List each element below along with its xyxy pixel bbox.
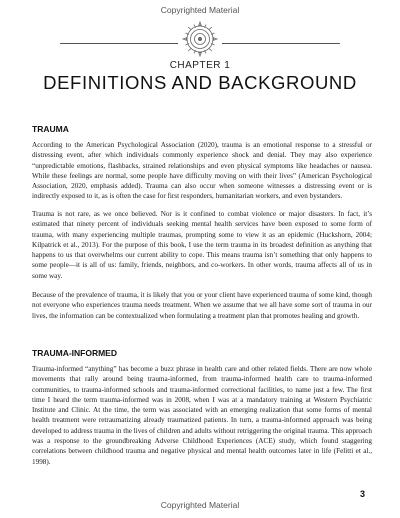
paragraph: Trauma-informed “anything” has become a buzz phrase in health care and other related fields. There are now whole movements that rally around being trauma-informed, from trauma-informed health care to trauma-informed communities, to trauma-informed schools and trauma-informed correctional facilities, to name just a few. The first time I heard the term trauma-informed was in 2008, when I was at a mandatory training at Western Psychiatric Institute and Clinic. At the time, the term was associated with an emerging realization that some forms of mental health treatment were retraumatizing already traumatized patients. In turn, a trauma-informed approach was being developed to address trauma in the lives of children and adults without retriggering the original trauma. This approach was a response to the groundbreaking Adverse Childhood Experiences (ACE) study, which found staggering correlations between childhood trauma and negative physical and mental health outcomes later in life (Felitti et al., 1998). (32, 365, 372, 466)
chapter-title: DEFINITIONS AND BACKGROUND (43, 72, 357, 93)
page-number: 3 (360, 489, 366, 499)
chapter-label: CHAPTER 1 (169, 60, 231, 71)
header-rule-left (60, 43, 178, 44)
copyright-notice-top: Copyrighted Material (160, 5, 240, 15)
paragraph: Trauma is not rare, as we once believed. Nor is it confined to combat violence or major disasters. In fact, it’s estimated that ninety percent of individuals seeking mental health services have been exposed to some form of trauma, with many experiencing multiple traumas, prompting some to view it as an epidemic (Huckshorn, 2004; Kilpatrick et al., 2013). For the purpose of this book, I use the term trauma in its broadest definition as anything that happens to us that overwhelms our current ability to cope. This means trauma isn’t something that only happens to some people—it is all of us: family, friends, neighbors, and co-workers. In other words, trauma affects all of us in some way. (32, 210, 372, 280)
section-heading-trauma-informed: TRAUMA-INFORMED (32, 348, 117, 358)
copyright-notice-bottom: Copyrighted Material (160, 500, 240, 510)
chapter-emblem-icon (180, 19, 220, 59)
paragraph: Because of the prevalence of trauma, it is likely that you or your client have experienced trauma of some kind, though not everyone who experiences trauma needs treatment. When we assume that we all have some sort of trauma in our lives, the information can be contextualized when formulating a treatment plan that promotes healing and growth. (32, 291, 372, 320)
header-rule-right (222, 43, 340, 44)
section-heading-trauma: TRAUMA (32, 124, 69, 134)
paragraph: According to the American Psychological Association (2020), trauma is an emotional response to a stressful or distressing event, after which individuals commonly experience shock and denial. They may also experience “unpredictable emotions, flashbacks, strained relationships and even physical symptoms like headaches or nausea. While these feelings are normal, some people have difficulty moving on with their lives” (American Psychological Association, 2020, emphasis added). Trauma can also occur when someone witnesses a distressing event or is indirectly exposed to it, as is often the case for first responders, humanitarian workers, and even bystanders. (32, 141, 372, 201)
